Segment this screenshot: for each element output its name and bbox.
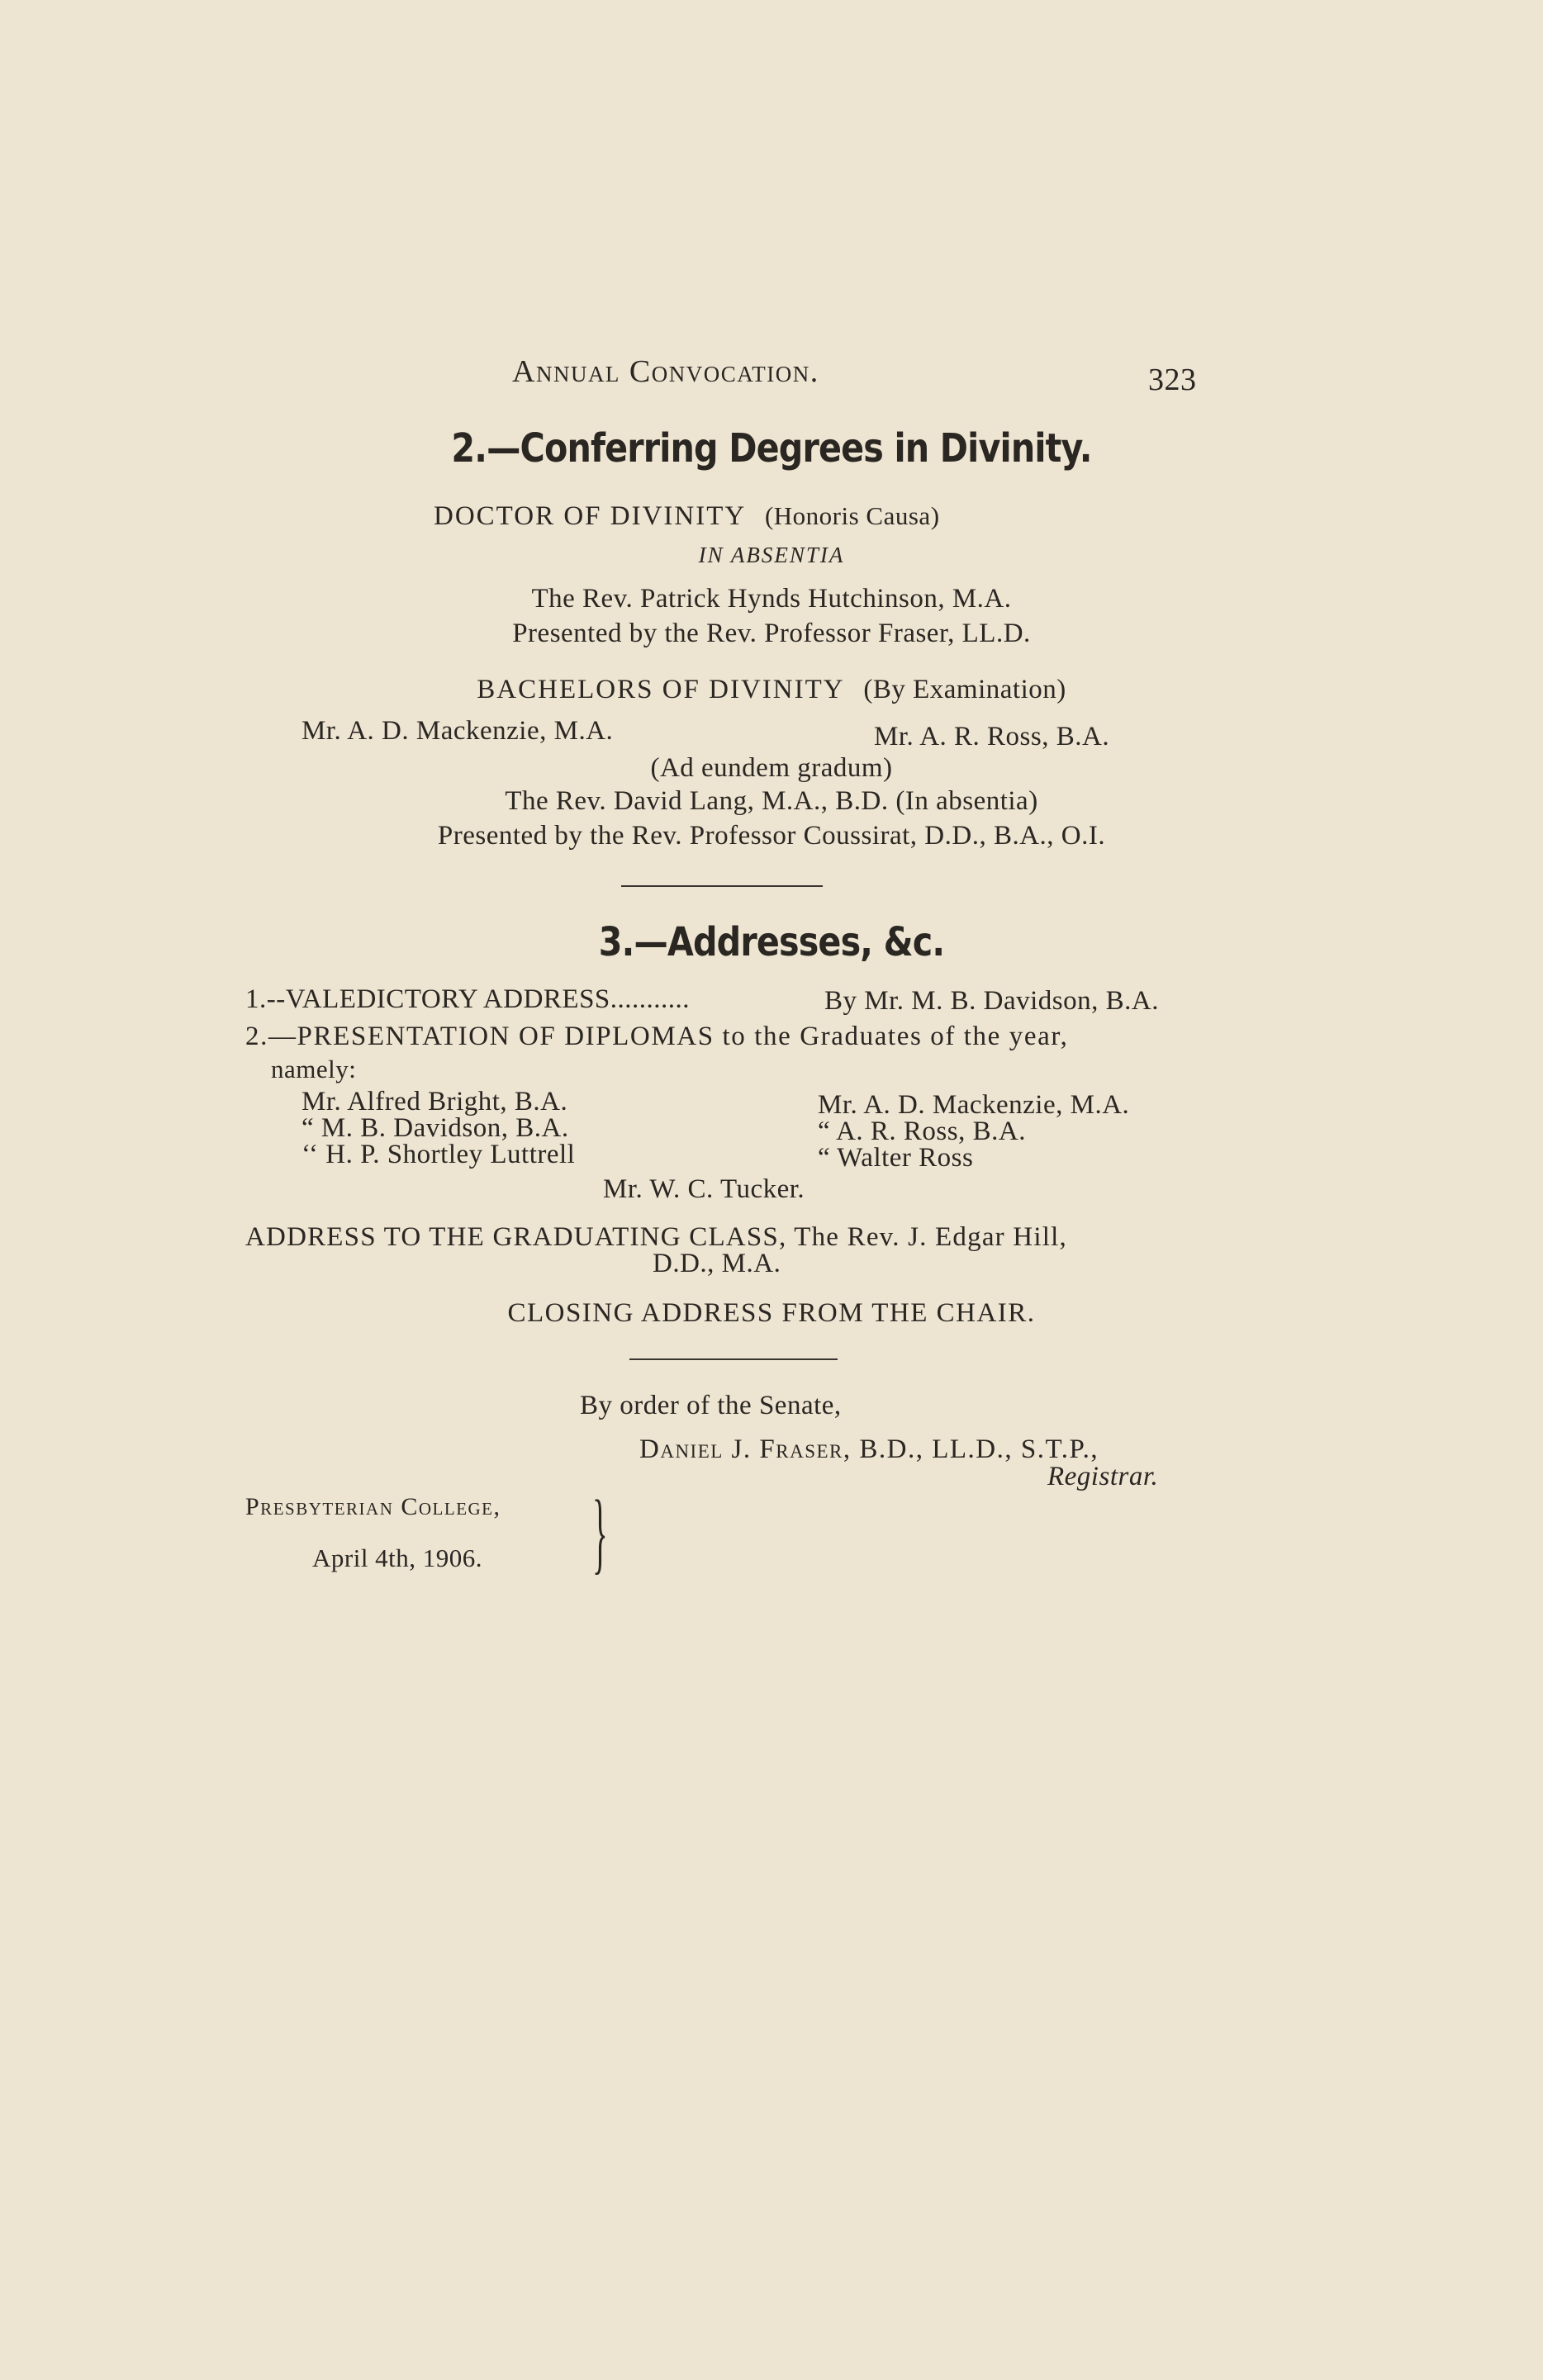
running-header-title: Annual Convocation.	[512, 354, 819, 389]
item-1-right: By Mr. M. B. Davidson, B.A.	[824, 986, 1159, 1016]
graduate-center: Mr. W. C. Tucker.	[603, 1174, 805, 1204]
in-absentia: IN ABSENTIA	[698, 543, 845, 567]
graduate-right-3: “ Walter Ross	[818, 1143, 974, 1173]
item-1-left: 1.--VALEDICTORY ADDRESS...........	[245, 984, 691, 1014]
college-name: Presbyterian College,	[245, 1493, 501, 1520]
graduate-left-2: “ M. B. Davidson, B.A.	[301, 1113, 569, 1143]
brace-mark: }	[592, 1482, 608, 1582]
registrar-title: Registrar.	[1047, 1462, 1159, 1491]
closing-address: CLOSING ADDRESS FROM THE CHAIR.	[507, 1298, 1036, 1328]
dd-title	[434, 500, 940, 533]
by-order: By order of the Senate,	[580, 1391, 842, 1420]
item-2-line-2: namely:	[271, 1055, 357, 1083]
section-divider	[621, 885, 823, 887]
dd-title-text: DOCTOR OF DIVINITY	[434, 501, 747, 531]
graduate-right-2: “ A. R. Ross, B.A.	[818, 1117, 1026, 1146]
bd-note: (By Examination)	[863, 675, 1066, 704]
page-number: 323	[1148, 363, 1197, 397]
bd-lang: The Rev. David Lang, M.A., B.D. (In absentia)	[505, 786, 1038, 816]
bd-right: Mr. A. R. Ross, B.A.	[874, 722, 1110, 751]
date-line: April 4th, 1906.	[312, 1543, 483, 1572]
bd-title	[0, 673, 1543, 706]
section-2-heading: 2.—Conferring Degrees in Divinity.	[451, 425, 1092, 472]
graduate-left-3: ‘‘ H. P. Shortley Luttrell	[301, 1140, 576, 1169]
dd-presenter: Presented by the Rev. Professor Fraser, LL.D.	[512, 619, 1031, 648]
bd-title-text: BACHELORS OF DIVINITY	[477, 675, 845, 704]
graduate-left-1: Mr. Alfred Bright, B.A.	[301, 1087, 568, 1117]
graduates-left	[301, 1088, 575, 1168]
item-2-line-1: 2.—PRESENTATION OF DIPLOMAS to the Graduates of the year,	[245, 1022, 1069, 1051]
bd-left: Mr. A. D. Mackenzie, M.A.	[301, 716, 614, 746]
address-line-1: ADDRESS TO THE GRADUATING CLASS, The Rev. J. Edgar Hill,	[245, 1222, 1067, 1252]
section-3-heading: 3.—Addresses, &c.	[598, 919, 945, 965]
graduates-right	[818, 1092, 1129, 1171]
bd-presenter: Presented by the Rev. Professor Coussirat, D.D., B.A., O.I.	[437, 821, 1106, 851]
graduate-right-1: Mr. A. D. Mackenzie, M.A.	[818, 1090, 1130, 1120]
signature-divider	[629, 1358, 838, 1360]
ad-eundem: (Ad eundem gradum)	[650, 753, 893, 783]
signer-name: Daniel J. Fraser, B.D., LL.D., S.T.P.,	[639, 1434, 1099, 1464]
dd-note: (Honoris Causa)	[764, 501, 940, 530]
dd-recipient: The Rev. Patrick Hynds Hutchinson, M.A.	[531, 584, 1012, 614]
address-line-2: D.D., M.A.	[653, 1249, 781, 1278]
